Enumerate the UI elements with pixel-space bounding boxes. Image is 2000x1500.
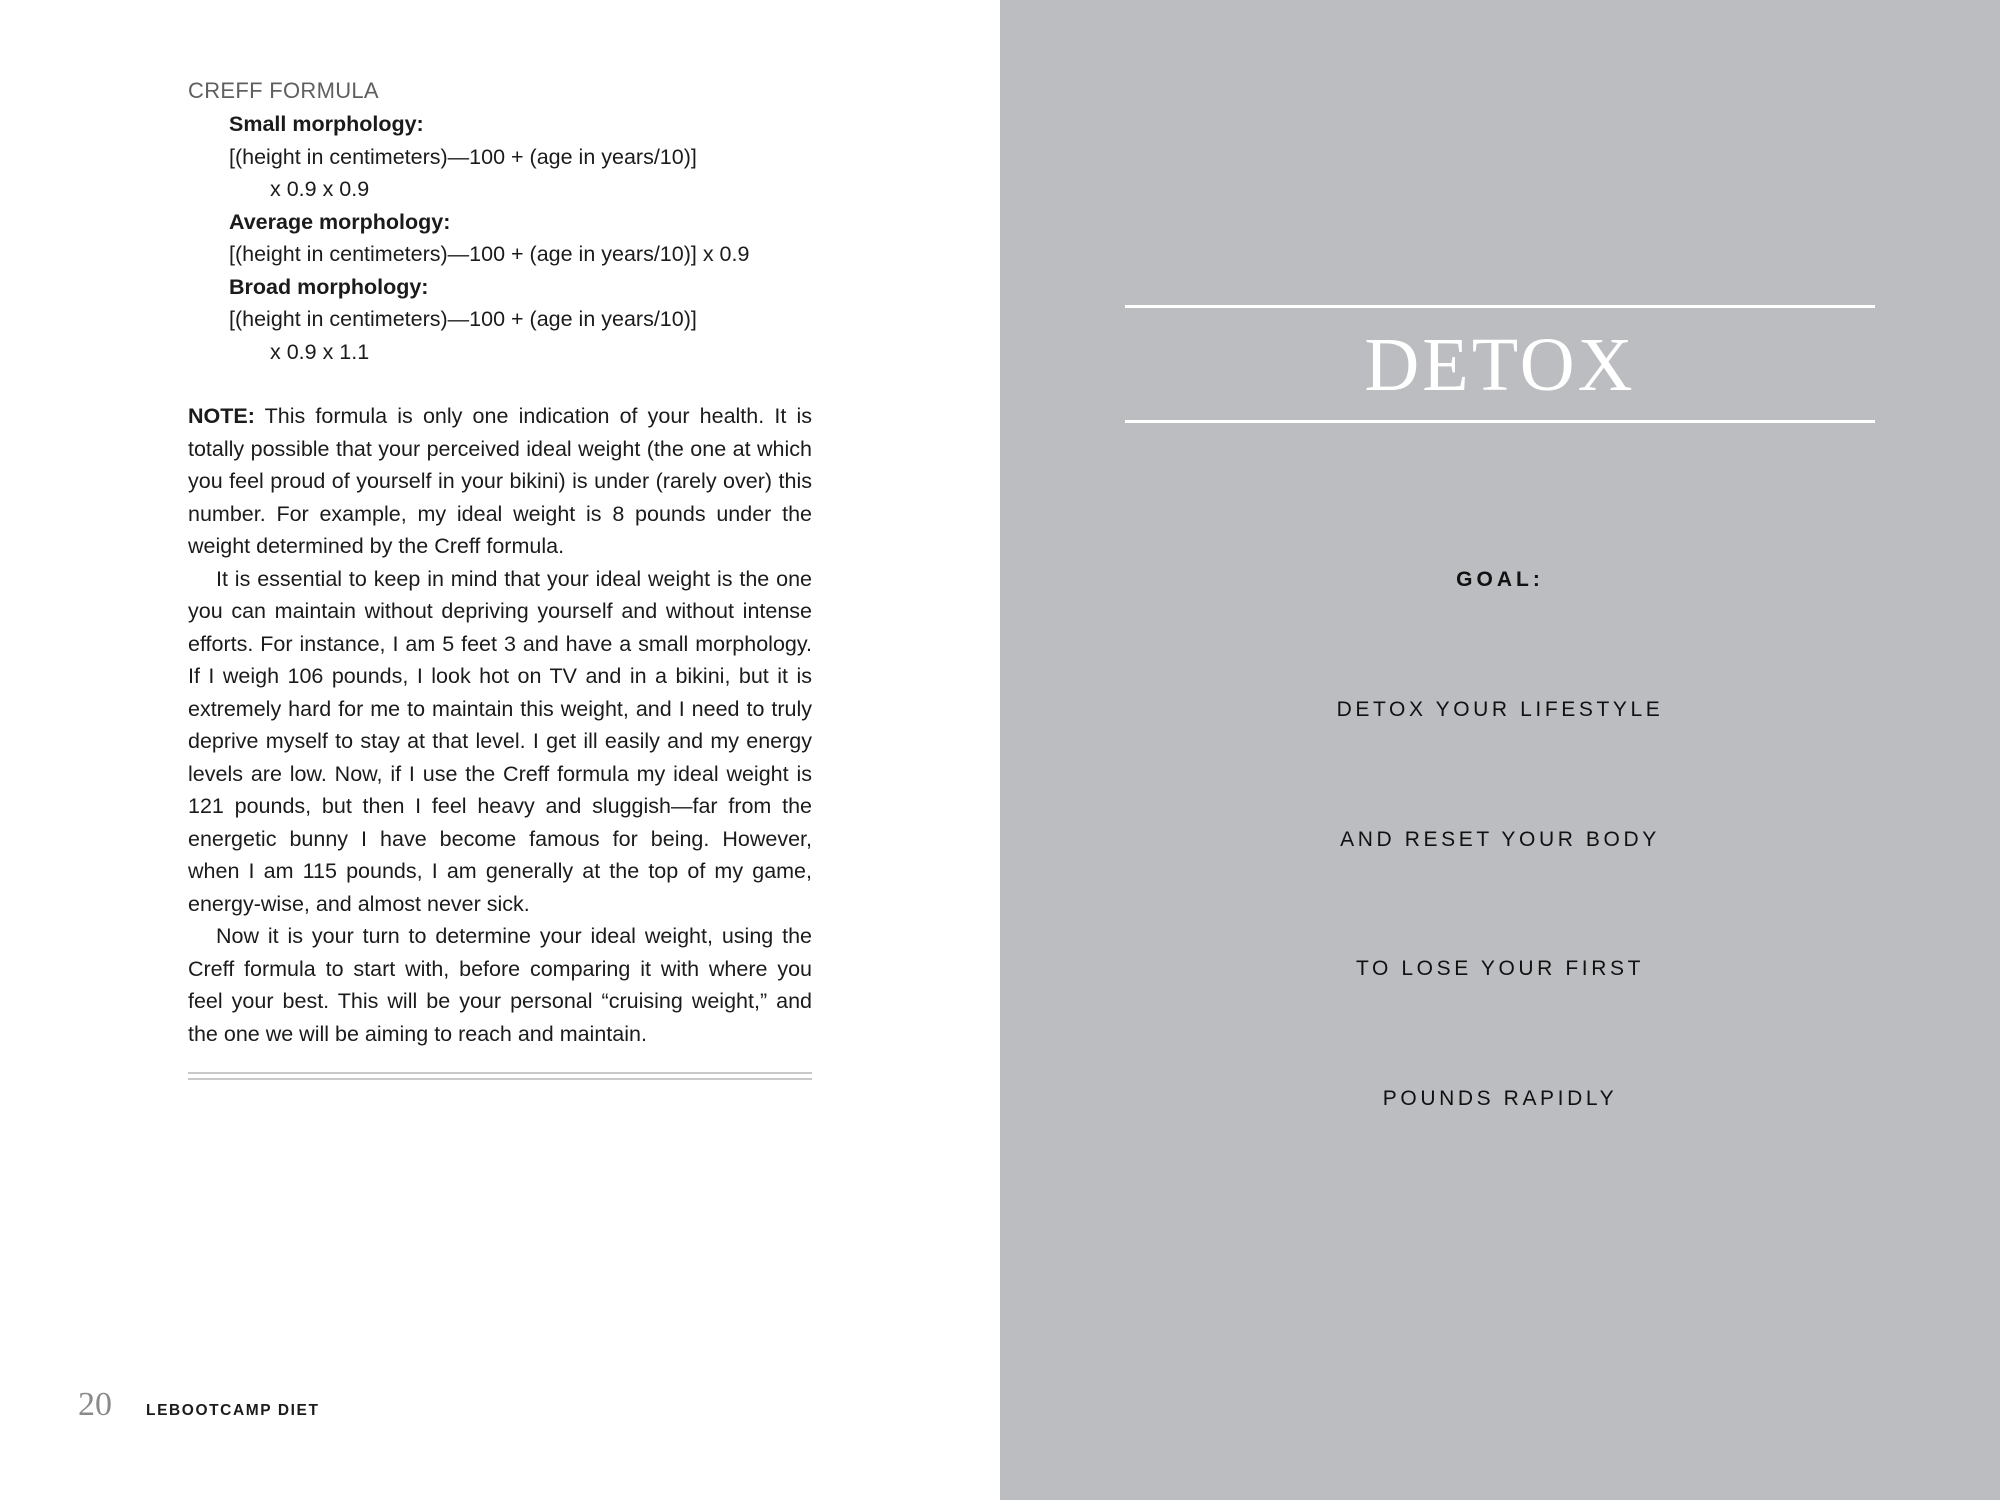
right-page [1000,0,2000,1500]
goal-line: AND RESET YOUR BODY [1340,828,1660,851]
body-paragraph: Now it is your turn to determine your ideal weight, using the Creff formula to start with, before comparing it with where you feel your best. This will be your personal “cruising weight,” and the one we will be aiming to reach and maintain. [188,924,812,1046]
note-paragraph [188,400,812,563]
title-rule-bottom [1125,420,1875,423]
formula-block [229,108,929,368]
goal-line: DETOX YOUR LIFESTYLE [1336,698,1664,721]
formula-line: x 0.9 x 1.1 [270,339,370,364]
goal-line: TO LOSE YOUR FIRST [1355,957,1645,980]
formula-label-average: Average morphology: [229,209,451,234]
goal-line: POUNDS RAPIDLY [1382,1087,1618,1110]
formula-line: [(height in centimeters)—100 + (age in years/10)] [229,307,697,331]
chapter-title: DETOX [1364,323,1636,407]
body-paragraph: It is essential to keep in mind that your ideal weight is the one you can maintain without depriving yourself and without intense efforts. For instance, I am 5 feet 3 and have a small morphology. If I weigh 106 pounds, I look hot on TV and in a bikini, but it is extremely hard for me to maintain this weight, and I need to truly deprive myself to stay at that level. I get ill easily and my energy levels are low. Now, if I use the Creff formula my ideal weight is 121 pounds, but then I feel heavy and sluggish—far from the energetic bunny I have become famous for being. However, when I am 115 pounds, I am generally at the top of my game, energy-wise, and almost never sick. [188,566,812,916]
goal-label: GOAL: [1456,568,1544,591]
formula-label-broad: Broad morphology: [229,274,429,299]
body-text [188,400,812,1050]
section-heading: CREFF FORMULA [188,78,379,103]
section-divider [188,1072,812,1080]
page-number: 20 [78,1386,112,1423]
formula-line: [(height in centimeters)—100 + (age in years/10)] [229,144,697,169]
formula-line: x 0.9 x 0.9 [270,177,370,201]
formula-line: [(height in centimeters)—100 + (age in years/10)] x 0.9 [229,242,750,266]
title-rule-top [1125,305,1875,308]
formula-label-small: Small morphology: [229,112,424,136]
note-text: This formula is only one indication of your health. It is totally possible that your perceived ideal weight (the one at which you feel proud of yourself in your bikini) is under (rarely over) this number. For example, my ideal weight is 8 pounds under the weight determined by the Creff formula. [188,404,812,558]
running-title: LEBOOTCAMP DIET [146,1402,320,1419]
note-label: NOTE: [188,404,255,428]
